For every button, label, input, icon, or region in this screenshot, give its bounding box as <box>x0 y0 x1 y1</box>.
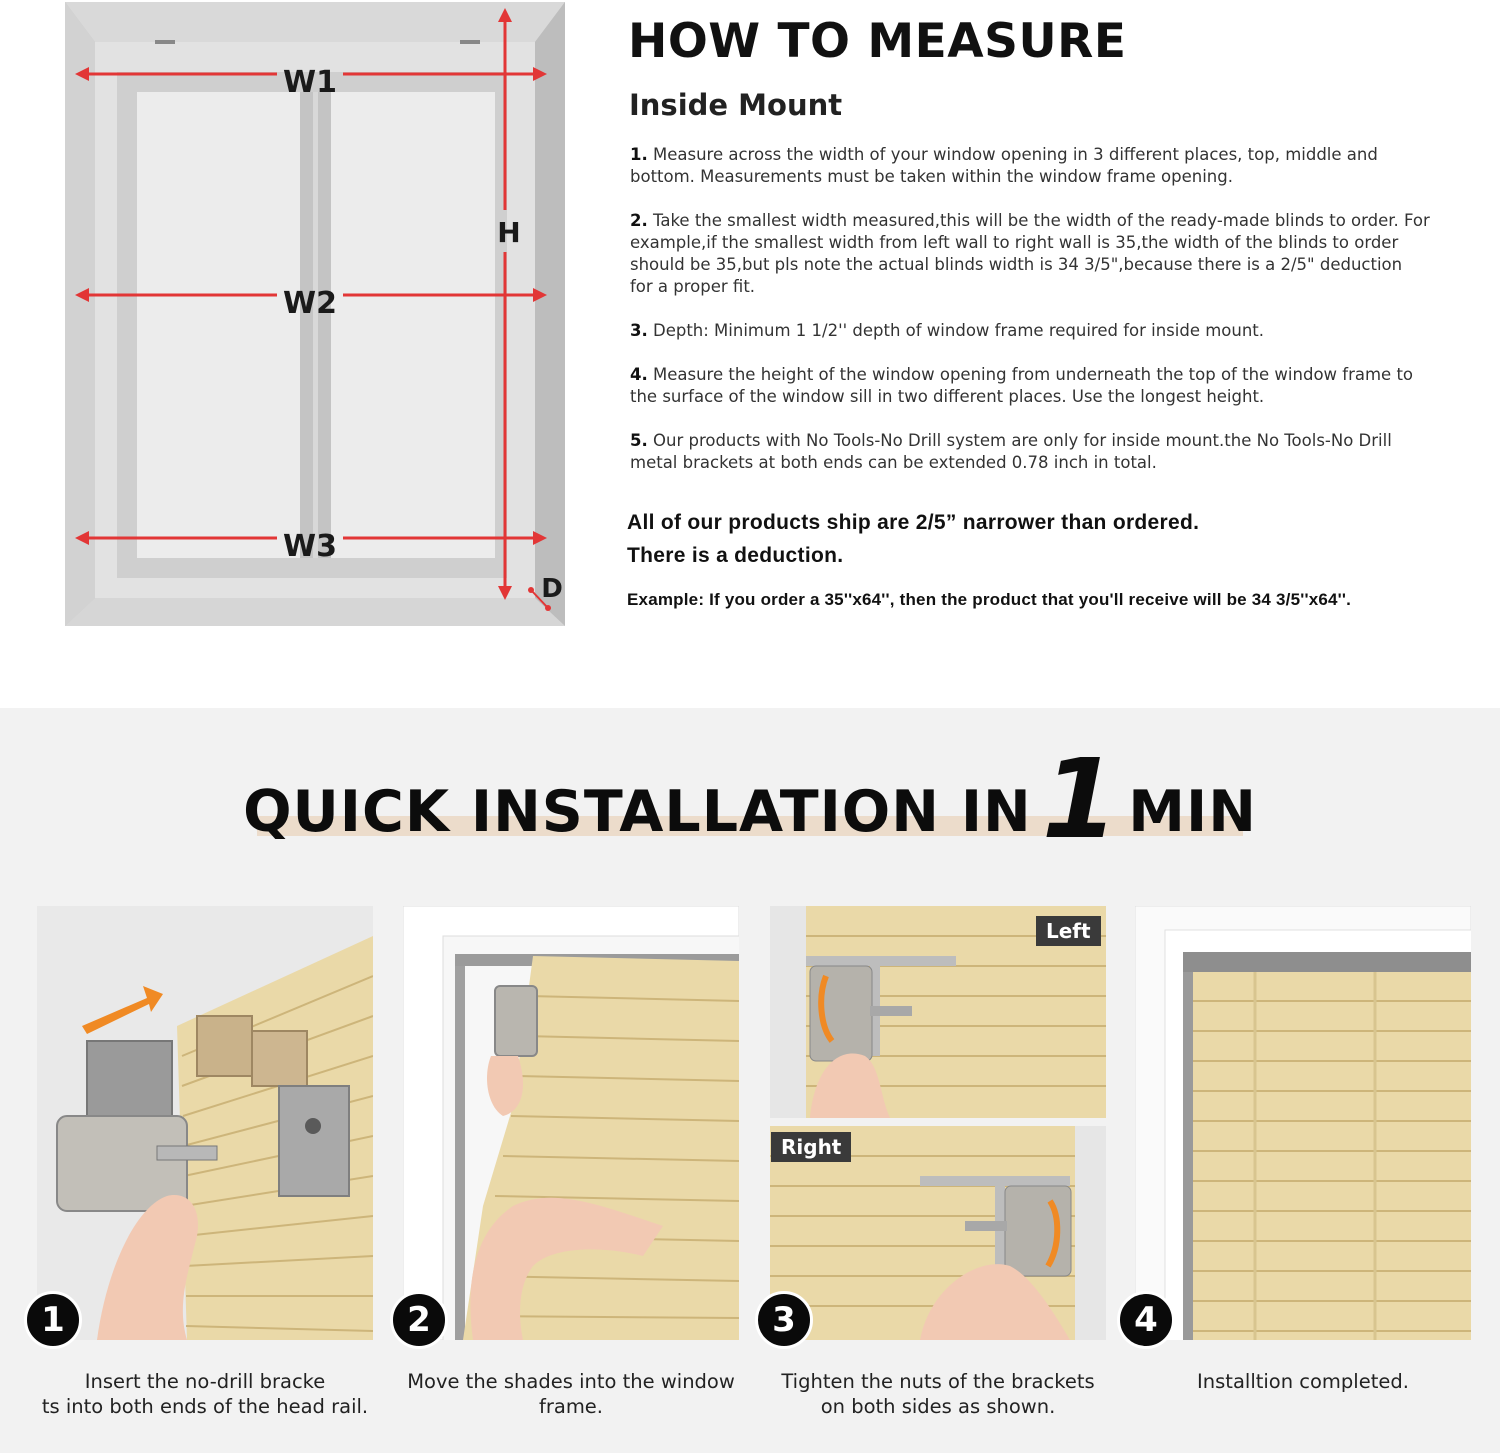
step-1-photo <box>37 906 373 1340</box>
step-3-photo <box>770 906 1106 1340</box>
deduction-example: Example: If you order a 35''x64'', then the product that you'll receive will be 34 3/5''x64''. <box>627 590 1352 609</box>
step-4-photo <box>1135 906 1471 1340</box>
measure-section <box>0 0 1500 708</box>
installed-blind <box>1193 972 1471 1340</box>
step-text: Take the smallest width measured,this will be the width of the ready-made blinds to order. For example,if the smallest width from left wall to right wall is 35,the width of the blinds to order should be 35,but pls note the actual blinds width is 34 3/5",because there is a 2/5" deduction for a proper fit. <box>630 211 1430 296</box>
step-4-badge: 4 <box>1117 1291 1175 1349</box>
measure-title: HOW TO MEASURE <box>628 14 1127 69</box>
caption-line: on both sides as shown. <box>820 1395 1056 1418</box>
deduction-note <box>627 506 1447 610</box>
caption-line: Tighten the nuts of the brackets <box>781 1370 1095 1393</box>
tag-left: Left <box>1036 916 1101 946</box>
label-w3: W3 <box>283 529 337 564</box>
step-2-badge: 2 <box>390 1291 448 1349</box>
install-title-number: 1 <box>1041 735 1115 863</box>
install-title <box>0 735 1500 863</box>
step-1-badge: 1 <box>24 1291 82 1349</box>
label-d: D <box>541 574 563 604</box>
step-2-photo <box>403 906 739 1340</box>
step-text: Depth: Minimum 1 1/2'' depth of window frame required for inside mount. <box>653 321 1265 340</box>
deduction-line-1: All of our products ship are 2/5” narrower than ordered. <box>627 511 1200 534</box>
step-number: 5. <box>630 431 648 450</box>
measure-step-2 <box>630 210 1430 298</box>
step-4-caption <box>1123 1369 1483 1394</box>
caption-line: Installtion completed. <box>1197 1370 1409 1393</box>
step-text: Measure across the width of your window opening in 3 different places, top, middle and bottom. Measurements must be taken within the window frame opening. <box>630 145 1378 186</box>
step-3-caption <box>758 1369 1118 1419</box>
window-pane-left <box>137 92 300 558</box>
label-w1: W1 <box>283 65 337 100</box>
caption-line: ts into both ends of the head rail. <box>41 1395 369 1418</box>
label-w2: W2 <box>283 286 337 321</box>
measure-step-1 <box>630 144 1430 188</box>
step-number: 1. <box>630 145 648 164</box>
measure-steps <box>630 144 1430 496</box>
measure-step-4 <box>630 364 1430 408</box>
measure-step-5 <box>630 430 1430 474</box>
step-1-caption <box>25 1369 385 1419</box>
measure-step-3 <box>630 320 1430 342</box>
step-2-caption <box>391 1369 751 1419</box>
caption-line: Insert the no-drill bracke <box>84 1370 326 1393</box>
window-pane-right <box>331 92 495 558</box>
install-section <box>0 708 1500 1453</box>
bracket-knob <box>1005 1186 1071 1276</box>
step-text: Measure the height of the window opening from underneath the top of the window frame to the surface of the window sill in two different places. Use the longest height. <box>630 365 1414 406</box>
install-title-part-1: QUICK INSTALLATION IN <box>243 779 1032 845</box>
caption-line: Move the shades into the window <box>407 1370 735 1393</box>
tag-right: Right <box>771 1132 851 1162</box>
step-number: 2. <box>630 211 648 230</box>
window-measure-diagram <box>65 2 565 626</box>
measure-subtitle: Inside Mount <box>629 88 843 122</box>
label-h: H <box>497 216 521 249</box>
install-title-part-2: MIN <box>1128 779 1257 845</box>
step-text: Our products with No Tools-No Drill system are only for inside mount.the No Tools-No Drill metal brackets at both ends can be extended 0.78 inch in total. <box>630 431 1392 472</box>
step-3-badge: 3 <box>755 1291 813 1349</box>
caption-line: frame. <box>538 1395 604 1418</box>
step-number: 3. <box>630 321 648 340</box>
step-number: 4. <box>630 365 648 384</box>
deduction-line-2: There is a deduction. <box>627 544 844 567</box>
bracket <box>495 986 537 1056</box>
